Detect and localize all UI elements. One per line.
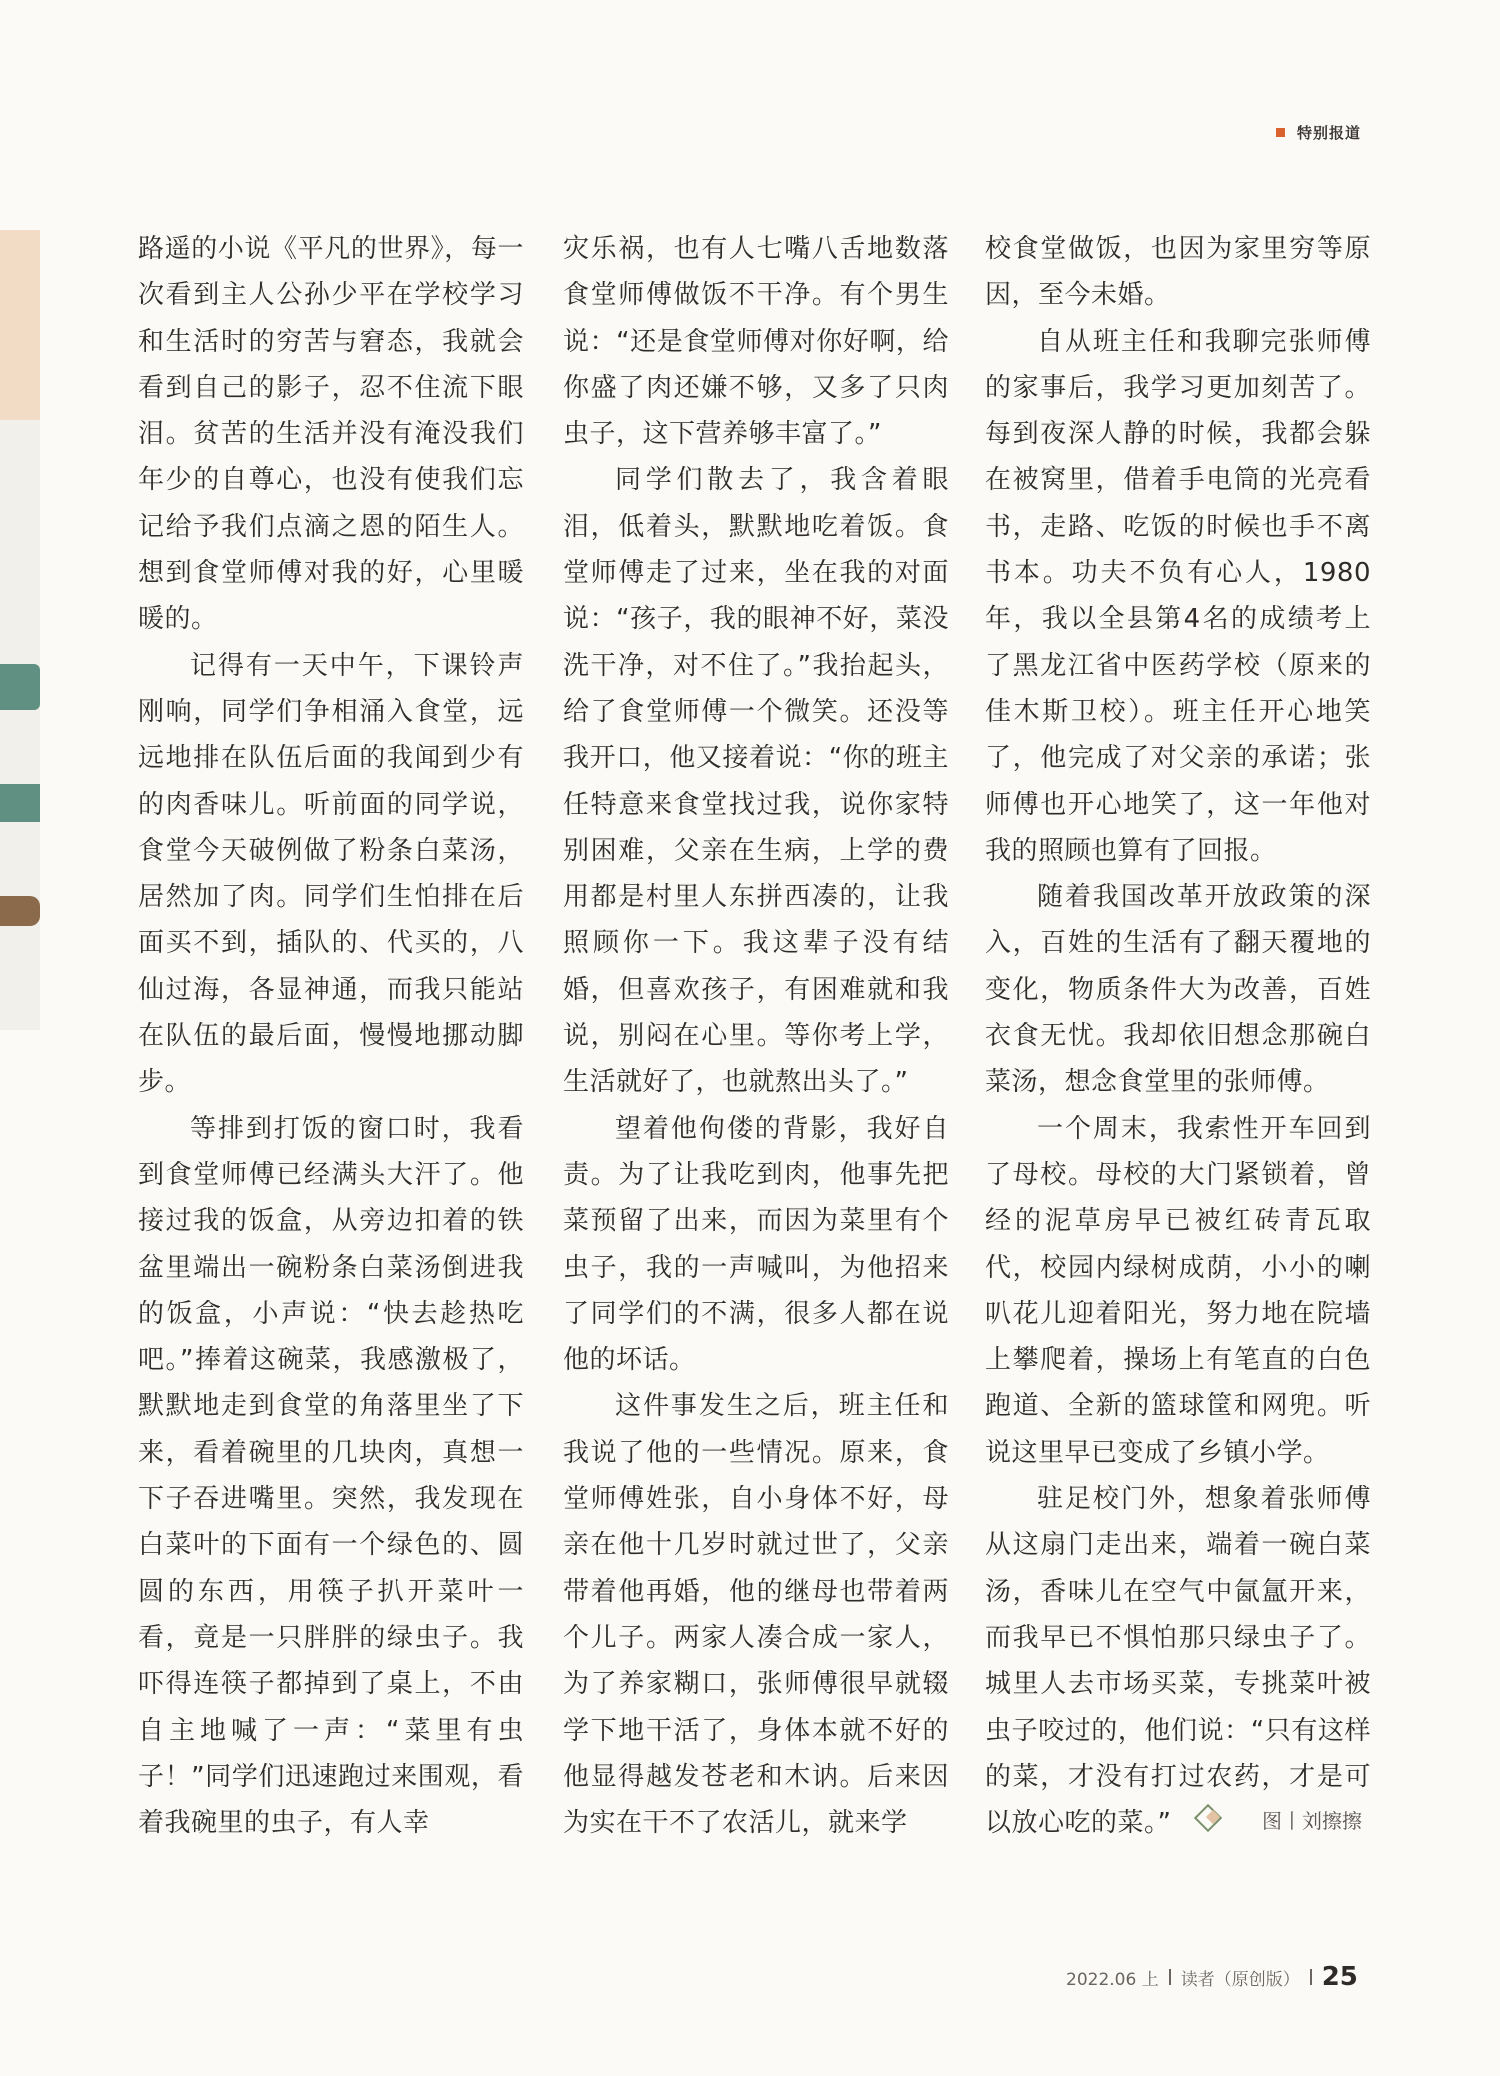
paragraph: 一个周末，我索性开车回到了母校。母校的大门紧锁着，曾经的泥草房早已被红砖青瓦取代，校园内绿树成荫，小小的喇叭花儿迎着阳光，努力地在院墙上攀爬着，操场上有笔直的白色跑道、全新的篮球筐和网兜。听说这里早已变成了乡镇小学。 — [985, 1113, 1371, 1468]
paragraph: 记得有一天中午，下课铃声刚响，同学们争相涌入食堂，远远地排在队伍后面的我闻到少有的肉香味儿。听前面的同学说，食堂今天破例做了粉条白菜汤，居然加了肉。同学们生怕排在后面买不到，插队的、代买的，八仙过海，各显神通，而我只能站在队伍的最后面，慢慢地挪动脚步。 — [138, 650, 524, 1098]
illustration-credit: 图丨刘擦擦 — [1262, 1809, 1362, 1833]
paragraph: 这件事发生之后，班主任和我说了他的一些情况。原来，食堂师傅姓张，自小身体不好，母亲在他十几岁时就过世了，父亲带着他再婚，他的继母也带着两个儿子。两家人凑合成一家人，为了养家糊口，张师傅很早就辍学下地干活了，身体本就不好的他显得越发苍老和木讷。后来因为实在干不了农活儿，就来学 — [563, 1391, 949, 1839]
paragraph: 等排到打饭的窗口时，我看到食堂师傅已经满头大汗了。他接过我的饭盒，从旁边扣着的铁盆里端出一碗粉条白菜汤倒进我的饭盒，小声说：“快去趁热吃吧。”捧着这碗菜，我感激极了，默默地走到食堂的角落里坐了下来，看着碗里的几块肉，真想一下子吞进嘴里。突然，我发现在白菜叶的下面有一个绿色的、圆圆的东西，用筷子扒开菜叶一看，竟是一只胖胖的绿虫子。我吓得连筷子都掉到了桌上，不由自主地喊了一声：“菜里有虫子！”同学们迅速跑过来围观，看着我碗里的虫子，有人幸 — [138, 1113, 524, 1839]
page-footer — [1066, 1962, 1358, 1992]
left-decorative-teal-shape-2 — [0, 784, 40, 822]
page-number: 25 — [1321, 1962, 1358, 1992]
paragraph: 驻足校门外，想象着张师傅从这扇门走出来，端着一碗白菜汤，香味儿在空气中氤氲开来，而我早已不惧怕那只绿虫子了。城里人去市场买菜，专挑菜叶被虫子咬过的，他们说：“只有这样的菜，才没有打过农药，才是可以放心吃的菜。” — [985, 1484, 1371, 1839]
footer-divider — [1169, 1969, 1171, 1985]
section-square-icon — [1276, 128, 1285, 137]
section-tag — [1276, 122, 1361, 142]
paragraph: 随着我国改革开放政策的深入，百姓的生活有了翻天覆地的变化，物质条件大为改善，百姓衣食无忧。我却依旧想念那碗白菜汤，想念食堂里的张师傅。 — [985, 882, 1371, 1098]
paragraph: 灾乐祸，也有人七嘴八舌地数落食堂师傅做饭不干净。有个男生说：“还是食堂师傅对你好啊，给你盛了肉还嫌不够，又多了只肉虫子，这下营养够丰富了。” — [563, 234, 949, 450]
issue-date: 2022.06 上 — [1066, 1970, 1159, 1990]
article-column-1 — [138, 226, 524, 1846]
left-decorative-peach-strip — [0, 230, 40, 420]
paragraph: 自从班主任和我聊完张师傅的家事后，我学习更加刻苦了。每到夜深人静的时候，我都会躲在被窝里，借着手电筒的光亮看书，走路、吃饭的时候也手不离书本。功夫不负有心人，1980年，我以全县第4名的成绩考上了黑龙江省中医药学校（原来的佳木斯卫校）。班主任开心地笑了，他完成了对父亲的承诺；张师傅也开心地笑了，这一年他对我的照顾也算有了回报。 — [985, 326, 1371, 866]
paragraph: 同学们散去了，我含着眼泪，低着头，默默地吃着饭。食堂师傅走了过来，坐在我的对面说：“孩子，我的眼神不好，菜没洗干净，对不住了。”我抬起头，给了食堂师傅一个微笑。还没等我开口，他又接着说：“你的班主任特意来食堂找过我，说你家特别困难，父亲在生病，上学的费用都是村里人东拼西凑的，让我照顾你一下。我这辈子没有结婚，但喜欢孩子，有困难就和我说，别闷在心里。等你考上学，生活就好了，也就熬出头了。” — [563, 465, 949, 1098]
paragraph: 望着他佝偻的背影，我好自责。为了让我吃到肉，他事先把菜预留了出来，而因为菜里有个虫子，我的一声喊叫，为他招来了同学们的不满，很多人都在说他的坏话。 — [563, 1113, 949, 1376]
article-column-3 — [985, 226, 1371, 1846]
left-decorative-teal-shape — [0, 664, 40, 710]
footer-divider — [1310, 1969, 1312, 1985]
paragraph: 校食堂做饭，也因为家里穷等原因，至今未婚。 — [985, 234, 1371, 311]
left-decorative-brown-shape — [0, 896, 40, 926]
article-column-2 — [563, 226, 949, 1846]
magazine-name: 读者（原创版） — [1180, 1970, 1300, 1990]
paragraph: 路遥的小说《平凡的世界》，每一次看到主人公孙少平在学校学习和生活时的穷苦与窘态，我就会看到自己的影子，忍不住流下眼泪。贫苦的生活并没有淹没我们年少的自尊心，也没有使我们忘记给予我们点滴之恩的陌生人。想到食堂师傅对我的好，心里暖暖的。 — [138, 234, 524, 635]
section-label: 特别报道 — [1297, 123, 1362, 142]
